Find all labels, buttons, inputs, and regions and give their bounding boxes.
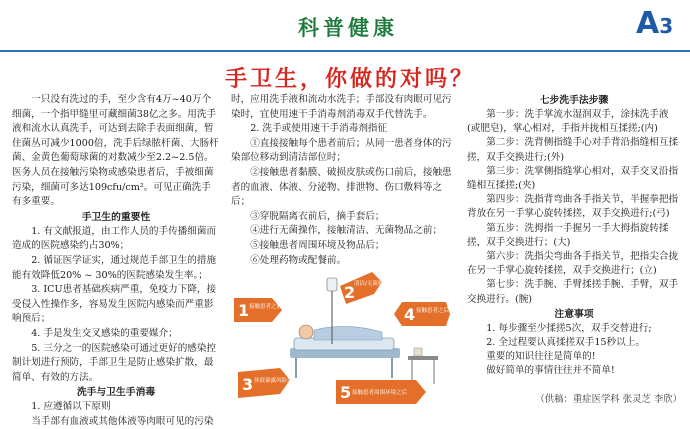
page-number-badge: [636, 6, 673, 41]
importance-item: 2. 循证医学证实，通过规范手部卫生的措施能有效降低20% ~ 30%的医院感染发生率。；: [12, 254, 217, 281]
page-letter: A: [636, 6, 660, 41]
indication-item: ③穿脱隔离衣前后，摘手套后；: [250, 210, 385, 222]
step-item: 第七步：洗手腕、手臂揉搓手腕、手臂，双手交换进行。(腕): [467, 279, 679, 305]
article-headline: 手卫生，你做的对吗？: [224, 67, 475, 92]
importance-heading: 手卫生的重要性: [81, 211, 151, 223]
indications-subheading: 2. 洗手或使用速干手消毒剂指征: [250, 123, 388, 135]
moment-3-callout: [238, 368, 293, 398]
intro-paragraph: 一只没有洗过的手，至少含有4万~40万个细菌，一个指甲缝里可藏细菌38亿之多。用洗手液和流水认真洗手，可达到去除手表面细菌，暂住菌丛可减少1000倍，洗手后绿脓杆菌、大肠杆菌、金黄色葡萄球菌的对数减少至2.2~2.5倍。医务人员在接触污染物或感染患者后，手被细菌污染，细菌可多达109cfu/cm²。可见正确洗手有多重要。: [12, 94, 219, 208]
iv-bag: [327, 278, 337, 291]
step-item: 第一步：洗手掌流水湿润双手，涂抹洗手液(或肥皂)，掌心相对，手指并拢相互揉搓;(内): [467, 109, 669, 135]
step-item: 第六步：洗指尖弯曲各手指关节，把指尖合拢在另一手掌心旋转揉搓，双手交换进行；(立): [467, 251, 679, 277]
step-item: 第二步：洗背侧指缝手心对手背沿指缝相互揉搓，双手交换进行;(外): [467, 137, 679, 163]
step-item: 第四步：洗指背弯曲各手指关节，半握拳把指背放在另一手掌心旋转揉搓，双手交换进行;(弓): [467, 194, 679, 220]
continued-paragraph: 时，应用洗手液和流动水洗手；手部没有肉眼可见污染时，宜使用速干手消毒剂消毒双手代替洗手。: [231, 94, 452, 120]
step-item: 第三步：洗掌侧指缝掌心相对，双手交叉沿指缝相互揉搓;(夹): [467, 165, 679, 192]
indication-item: ⑤接触患者周围环境及物品后；: [250, 239, 385, 251]
note-item: 1. 每步骤至少揉搓5次，双手交替进行;: [486, 322, 652, 334]
moment-5-label: 接触患者周围环境之后: [352, 390, 408, 396]
moment-1-callout: [234, 298, 283, 322]
moment-4-arrow: [394, 302, 450, 326]
moment-1-number: 1: [238, 301, 250, 320]
note-item: 做好简单的事情往往并不简单!: [486, 365, 615, 377]
moment-4-callout: [394, 302, 450, 326]
importance-item: 3. ICU患者基础疾病严重，免疫力下降，接受侵入性操作多，容易发生医院内感染而严重影响预后；: [12, 284, 217, 325]
cleaning-heading: 洗手与卫生手消毒: [76, 387, 156, 399]
patient-blanket: [314, 326, 382, 340]
notes-list: [467, 322, 681, 379]
article-column-3: [467, 93, 681, 379]
indication-item: ④进行无菌操作，接触清洁、无菌物品之前；: [250, 225, 443, 237]
section-title: 科普健康: [298, 16, 398, 40]
moment-2-callout: [340, 272, 395, 304]
importance-item: 4. 手是发生交叉感染的重要媒介；: [31, 327, 178, 339]
indication-item: ⑥处理药物或配餐前。: [250, 254, 347, 266]
article-credit: （供稿：重症医学科 张灵芝 李欣）: [535, 394, 682, 405]
step-item: 第五步：洗拇指一手握另一手大拇指旋转揉搓，双手交换进行；(大): [467, 222, 669, 248]
importance-item: 1. 有文献报道，由工作人员的手传播细菌而造成的医院感染约占30%；: [12, 225, 217, 252]
seven-steps-list: [467, 108, 681, 307]
five-moments-diagram: [232, 268, 454, 406]
moment-4-label: 接触患者之后: [416, 308, 450, 314]
moment-4-number: 4: [404, 305, 416, 324]
importance-item: 5. 三分之一的医院感染可通过更好的感染控制计划进行预防，手部卫生是防止感染扩散，最简单、有效的方法。: [12, 342, 217, 383]
patient-head: [299, 325, 313, 339]
article-column-1: [12, 93, 220, 429]
moment-5-callout: [336, 380, 426, 404]
moment-2-number: 2: [344, 283, 356, 302]
page-number: 3: [659, 14, 674, 38]
note-item: 重要的知识往往是简单的!: [486, 351, 596, 363]
moment-2-label: 清洁/无菌操作前: [354, 281, 395, 287]
header-divider: [0, 50, 690, 52]
notes-heading: 注意事项: [554, 308, 594, 320]
trolley-item: [414, 348, 422, 356]
moment-1-label: 接触患者之前: [249, 304, 283, 310]
page-header: [0, 0, 690, 52]
indication-item: ①直接接触每个患者前后；从同一患者身体的污染部位移动到清洁部位时；: [231, 137, 452, 164]
cleaning-paragraph: 当手部有血液或其他体液等肉眼可见的污染: [31, 415, 214, 427]
moment-3-number: 3: [242, 375, 254, 394]
moment-5-number: 5: [340, 383, 352, 402]
seven-steps-heading: 七步洗手法步骤: [539, 95, 609, 106]
trolley-top: [408, 356, 438, 360]
moment-3-label: 体液暴露风险后: [254, 378, 293, 384]
indication-item: ②接触患者黏膜、破损皮肤或伤口前后，接触患者的血液、体液、分泌物、排泄物、伤口敷料等之后；: [231, 166, 452, 208]
article-column-2: [231, 93, 457, 268]
note-item: 2. 全过程要认真揉搓双手15秒以上。: [486, 337, 645, 349]
cleaning-subheading: 1. 应遵循以下原则: [31, 401, 111, 413]
